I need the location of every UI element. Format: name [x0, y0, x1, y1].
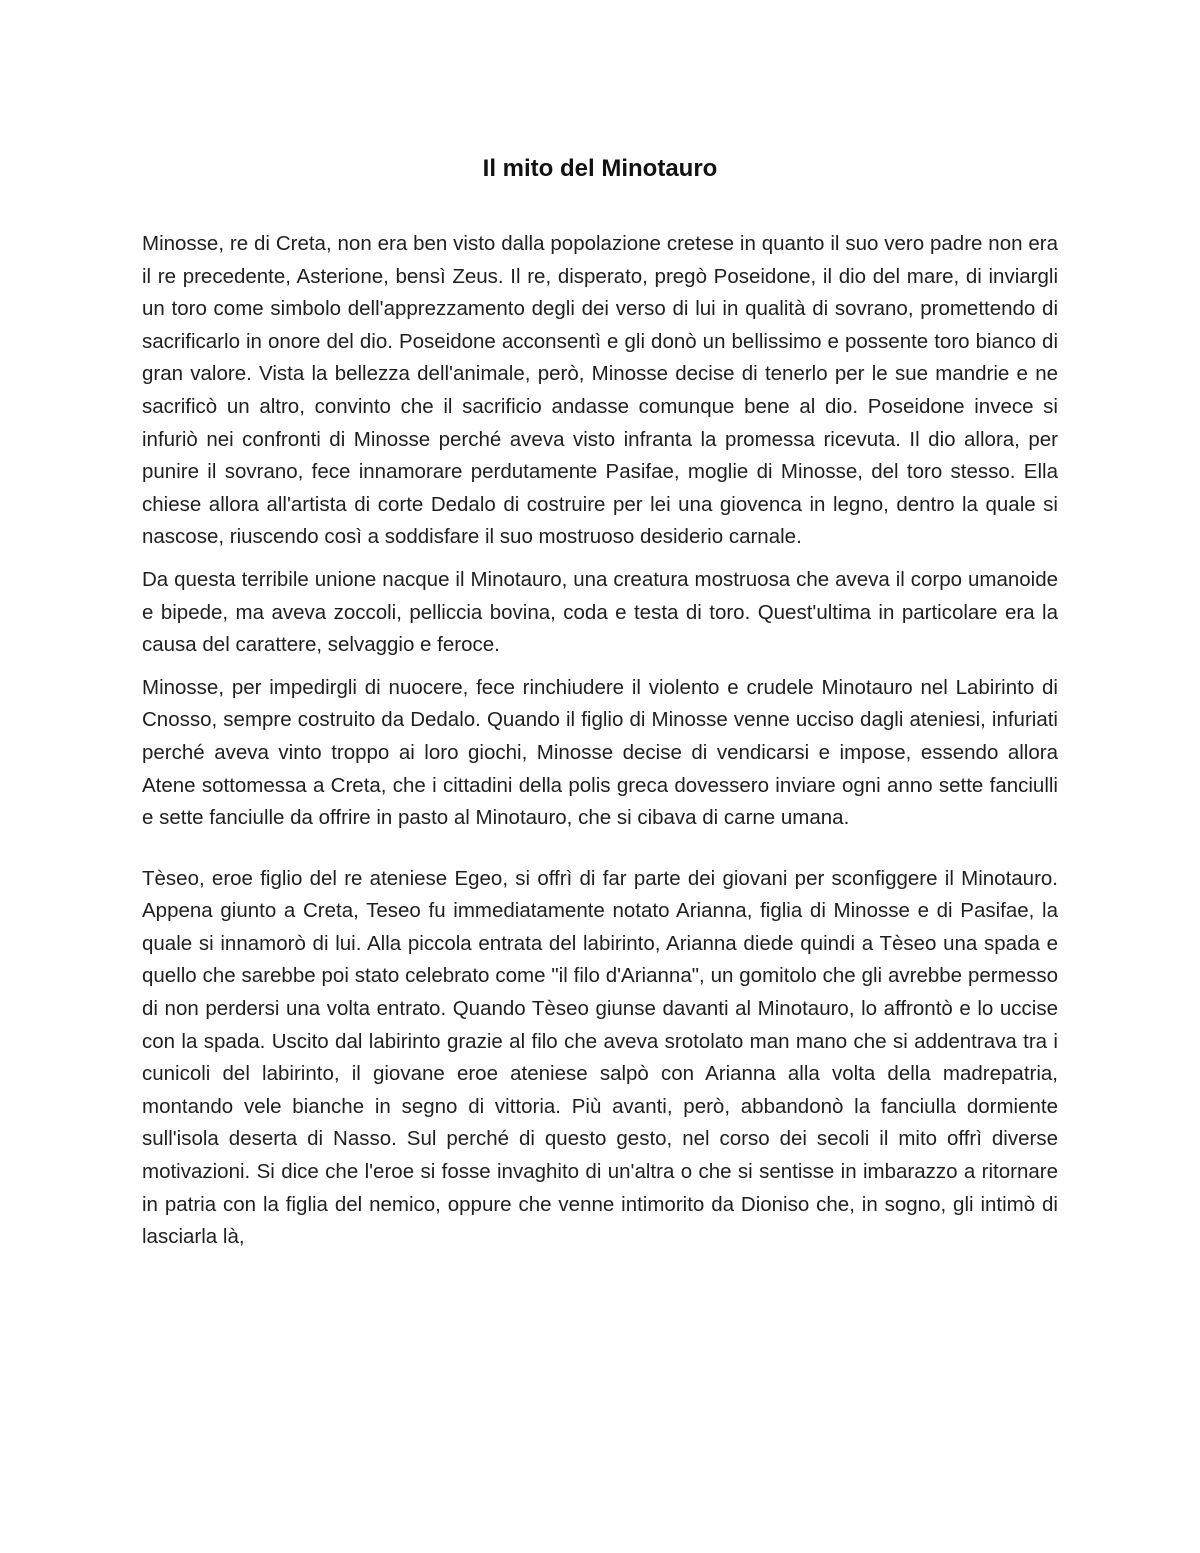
- paragraph-3: Minosse, per impedirgli di nuocere, fece rinchiudere il violento e crudele Minotauro nel Labirinto di Cnosso, sempre costruito da Dedalo. Quando il figlio di Minosse venne ucciso dagli ateniesi, infuriati perché aveva vinto troppo ai loro giochi, Minosse decise di vendicarsi e impose, essendo allora Atene sottomessa a Creta, che i cittadini della polis greca dovessero inviare ogni anno sette fanciulli e sette fanciulle da offrire in pasto al Minotauro, che si cibava di carne umana.: [142, 675, 1058, 830]
- paragraph-1: Minosse, re di Creta, non era ben visto dalla popolazione cretese in quanto il suo vero padre non era il re precedente, Asterione, bensì Zeus. Il re, disperato, pregò Poseidone, il dio del mare, di inviargli un toro come simbolo dell'apprezzamento degli dei verso di lui in qualità di sovrano, promettendo di sacrificarlo in onore del dio. Poseidone acconsentì e gli donò un bellissimo e possente toro bianco di gran valore. Vista la bellezza dell'animale, però, Minosse decise di tenerlo per le sue mandrie e ne sacrificò un altro, convinto che il sacrificio andasse comunque bene al dio. Poseidone invece si infuriò nei confronti di Minosse perché aveva visto infranta la promessa ricevuta. Il dio allora, per punire il sovrano, fece innamorare perdutamente Pasifae, moglie di Minosse, del toro stesso. Ella chiese allora all'artista di corte Dedalo di costruire per lei una giovenca in legno, dentro la quale si nascose, riuscendo così a soddisfare il suo mostruoso desiderio carnale.: [142, 232, 1058, 549]
- paragraph-spacer: [142, 662, 1058, 672]
- document-title: Il mito del Minotauro: [482, 155, 718, 182]
- paragraph-spacer: [142, 835, 1058, 863]
- paragraph-2: Da questa terribile unione nacque il Minotauro, una creatura mostruosa che aveva il corpo umanoide e bipede, ma aveva zoccoli, pelliccia bovina, coda e testa di toro. Quest'ultima in particolare era la causa del carattere, selvaggio e feroce.: [142, 567, 1058, 657]
- paragraph-spacer: [142, 554, 1058, 564]
- document-body: [142, 228, 1058, 1254]
- paragraph-4: Tèseo, eroe figlio del re ateniese Egeo, si offrì di far parte dei giovani per sconfiggere il Minotauro. Appena giunto a Creta, Teseo fu immediatamente notato Arianna, figlia di Minosse e di Pasifae, la quale si innamorò di lui. Alla piccola entrata del labirinto, Arianna diede quindi a Tèseo una spada e quello che sarebbe poi stato celebrato come "il filo d'Arianna", un gomitolo che gli avrebbe permesso di non perdersi una volta entrato. Quando Tèseo giunse davanti al Minotauro, lo affrontò e lo uccise con la spada. Uscito dal labirinto grazie al filo che aveva srotolato man mano che si addentrava tra i cunicoli del labirinto, il giovane eroe ateniese salpò con Arianna alla volta della madrepatria, montando vele bianche in segno di vittoria. Più avanti, però, abbandonò la fanciulla dormiente sull'isola deserta di Nasso. Sul perché di questo gesto, nel corso dei secoli il mito offrì diverse motivazioni. Si dice che l'eroe si fosse invaghito di un'altra o che si sentisse in imbarazzo a ritornare in patria con la figlia del nemico, oppure che venne intimorito da Dioniso che, in sogno, gli intimò di lasciarla là,: [142, 866, 1058, 1249]
